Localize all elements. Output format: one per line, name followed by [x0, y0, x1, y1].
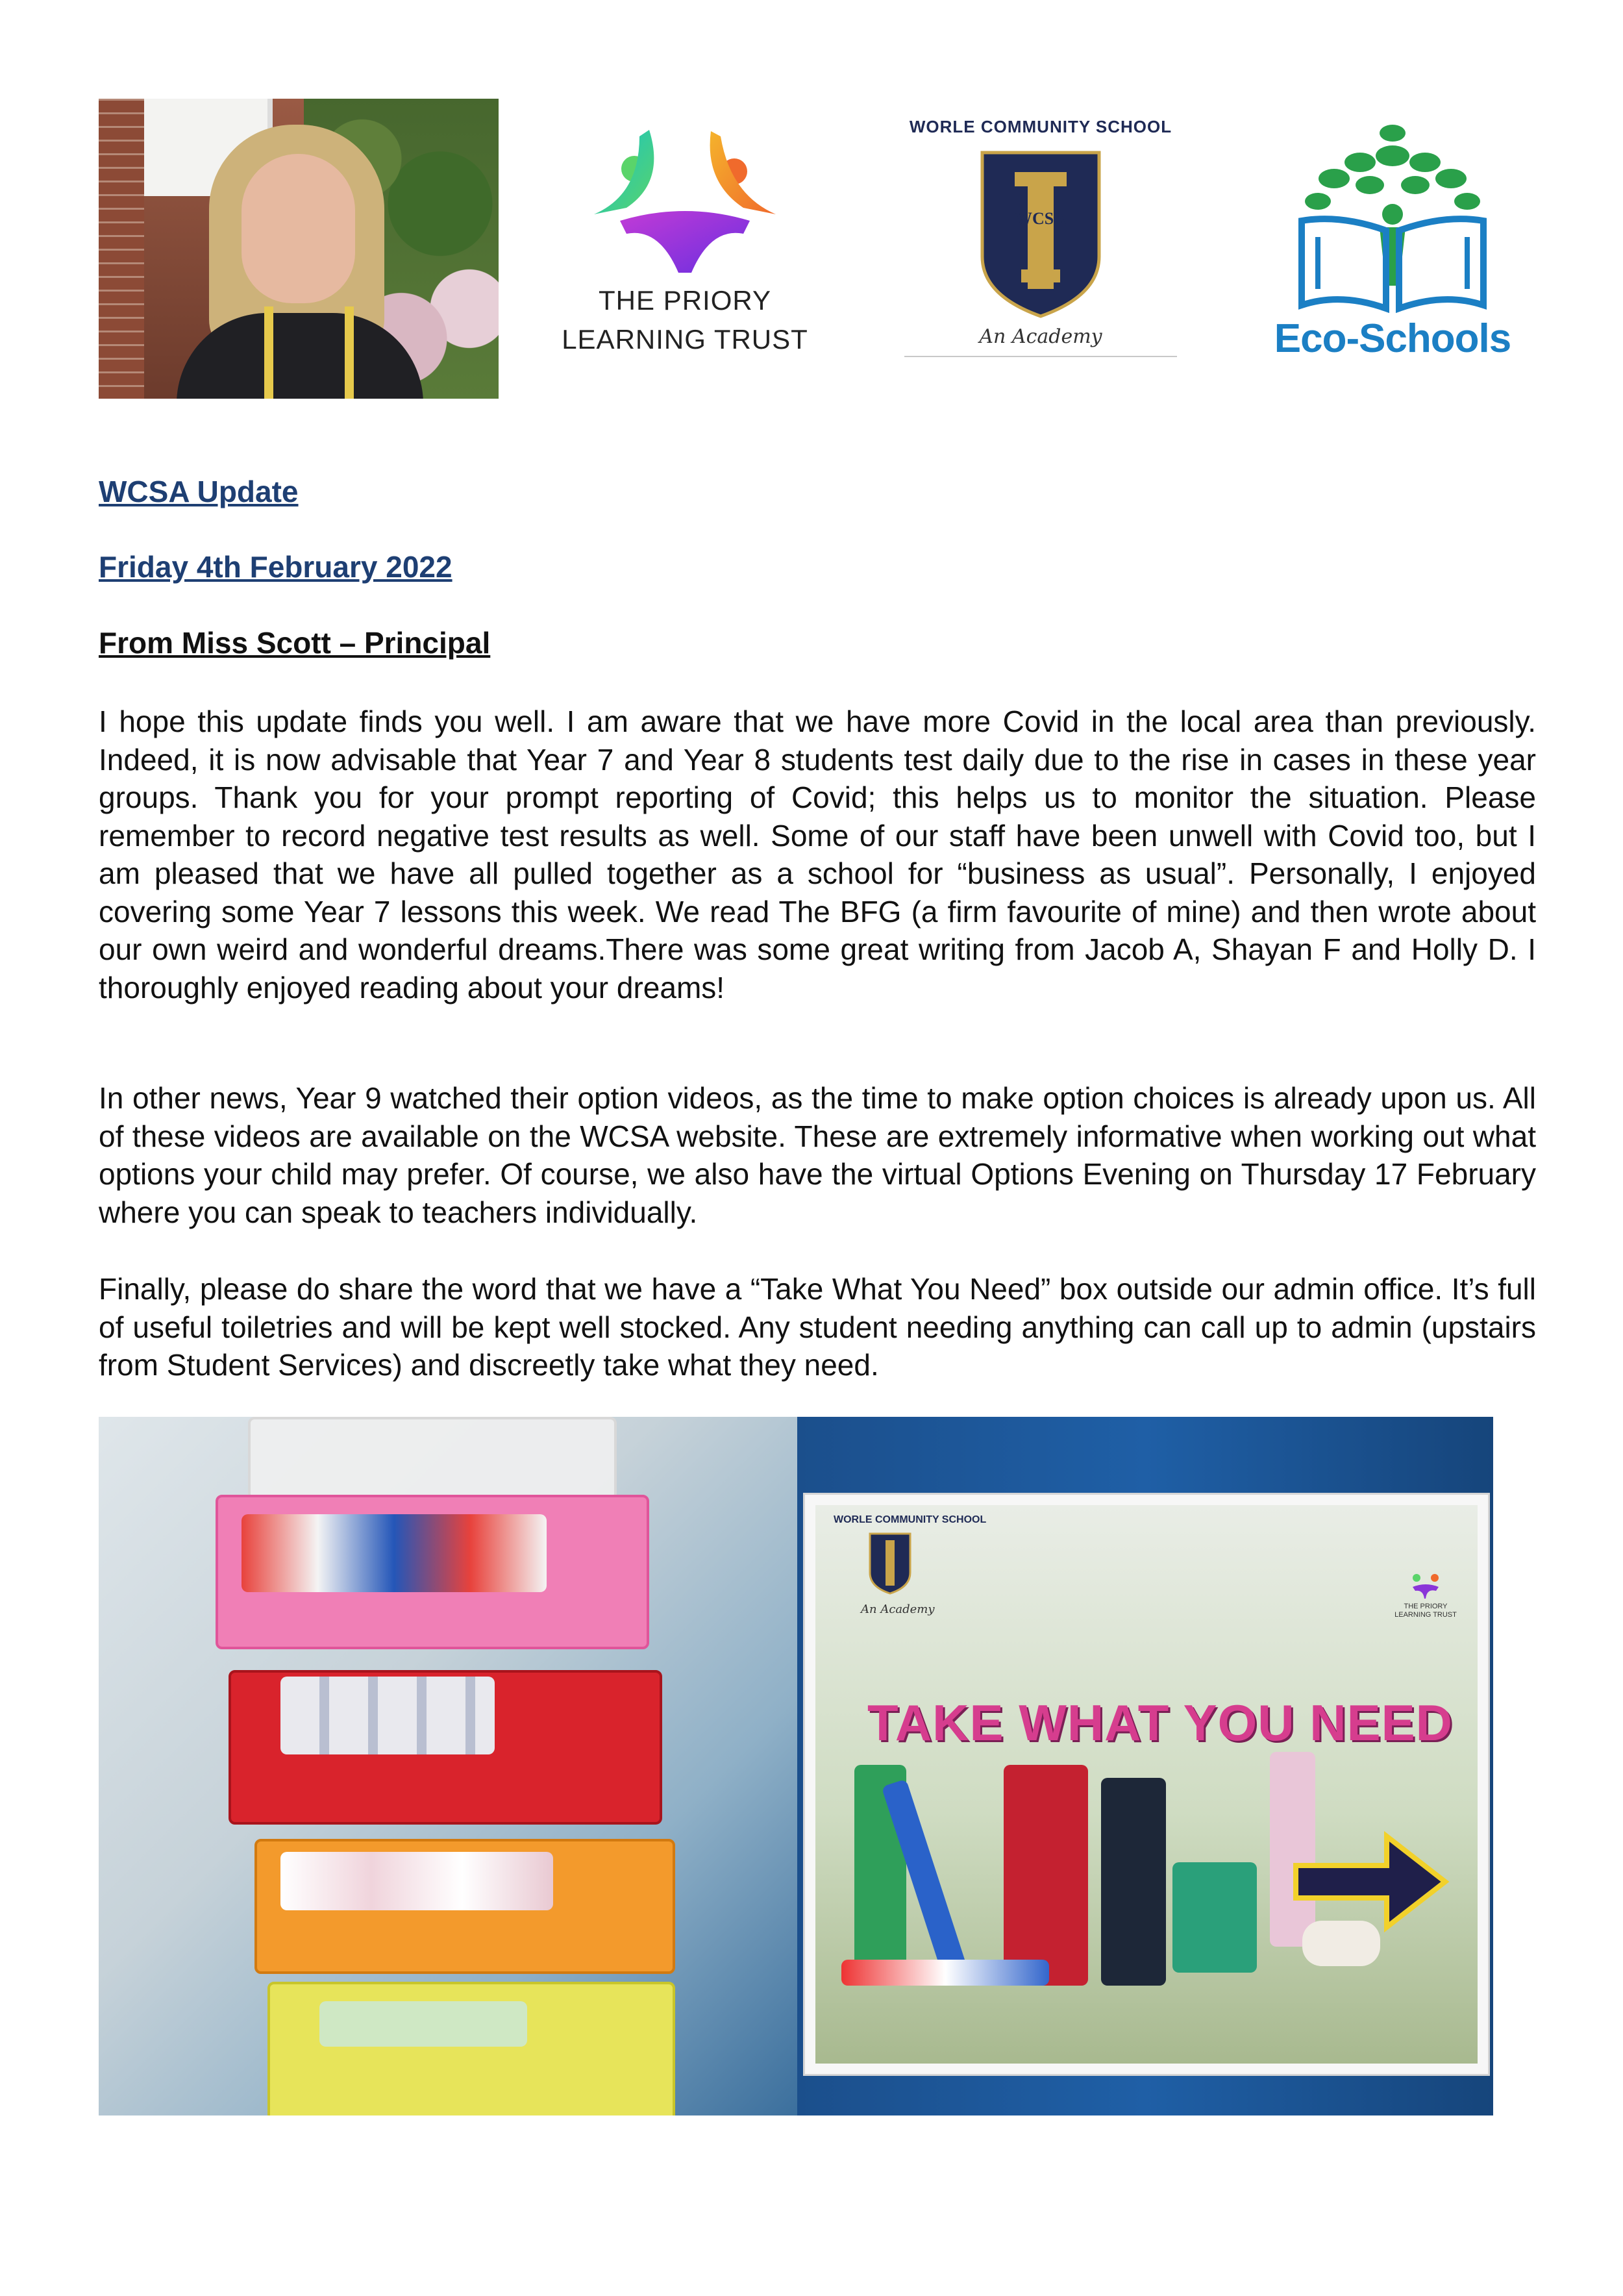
poster-crest-icon — [867, 1531, 913, 1596]
principal-portrait-photo — [99, 99, 499, 399]
paragraph-take-what-you-need: Finally, please do share the word that we have a “Take What You Need” box outside our admin office. It’s full of useful toiletries and will be kept well stocked. Any student needing anything can call up to admin (upstairs from Student Services) and discreetly take what they need. — [99, 1272, 1536, 1382]
worle-community-school-logo — [901, 117, 1180, 390]
poster-priory-line2: LEARNING TRUST — [1394, 1611, 1457, 1619]
right-arrow-icon — [1289, 1830, 1452, 1934]
wcs-academy-label: An Academy — [979, 325, 1102, 348]
eco-schools-name: Eco-Schools — [1274, 316, 1511, 361]
wcs-crest-icon — [976, 146, 1106, 321]
poster-academy-label: An Academy — [861, 1603, 935, 1616]
toothpaste-tube — [841, 1960, 1049, 1986]
face — [242, 154, 355, 303]
from-principal-heading: From Miss Scott – Principal — [99, 626, 491, 660]
poster-headline: TAKE WHAT YOU NEED — [867, 1694, 1454, 1751]
priory-name-line2: LEARNING TRUST — [562, 324, 808, 355]
poster-priory-line1: THE PRIORY — [1404, 1603, 1448, 1610]
brick-wall — [99, 99, 144, 399]
toothpaste-items — [242, 1514, 547, 1592]
priory-name-line1: THE PRIORY — [599, 285, 771, 316]
wcs-school-title: WORLE COMMUNITY SCHOOL — [909, 117, 1172, 136]
wcsa-update-heading[interactable]: WCSA Update — [99, 475, 299, 508]
poster-school-title: WORLE COMMUNITY SCHOOL — [834, 1514, 987, 1525]
soap-items — [280, 1852, 553, 1910]
deodorant-items — [280, 1677, 495, 1754]
shower-gel-bottle — [1004, 1765, 1088, 1986]
wipes-items — [319, 2001, 527, 2047]
paragraph-options-news: In other news, Year 9 watched their option videos, as the time to make option choices is already upon us. All of these videos are available on the WCSA website. These are extremely informative when working out what options your child may prefer. Of course, we also have the virtual Options Evening on Thursday 17 February where you can speak to teachers individually. — [99, 1081, 1536, 1229]
men-care-bottle — [1101, 1778, 1166, 1986]
wcs-divider — [904, 356, 1177, 357]
poster-priory-icon — [1406, 1567, 1445, 1600]
poster — [805, 1495, 1488, 2074]
date-heading[interactable]: Friday 4th February 2022 — [99, 550, 452, 584]
poster-priory-logo — [1393, 1567, 1458, 1619]
lanyard — [264, 306, 354, 399]
take-what-you-need-sign-photo — [797, 1417, 1493, 2115]
toiletries-drawers-photo — [99, 1417, 797, 2115]
eco-tree-book-icon — [1282, 123, 1503, 318]
pads-pack — [1172, 1862, 1257, 1973]
priory-learning-trust-logo — [555, 123, 815, 396]
eco-schools-logo — [1263, 123, 1522, 396]
clear-drawer — [248, 1417, 617, 1500]
svg-text:WCSA: WCSA — [1015, 209, 1067, 228]
paragraph-covid-update: I hope this update finds you well. I am aware that we have more Covid in the local area than previously. Indeed, it is now advisable that Year 7 and Year 8 students test daily due to the rise in cases in these year groups. Thank you for your prompt reporting of Covid; this helps us to monitor the situation. Please remember to record negative test results as well. Some of our staff have been unwell with Covid too, but I am pleased that we have all pulled together as a school for “business as usual”. Personally, I enjoyed covering some Year 7 lessons this week. We read The BFG (a firm favourite of mine) and then wrote about our own weird and wonderful dreams.There was some great writing from Jacob A, Shayan F and Holly D. I thoroughly enjoyed reading about your dreams! — [99, 705, 1536, 1004]
priory-figures-icon — [581, 123, 789, 279]
